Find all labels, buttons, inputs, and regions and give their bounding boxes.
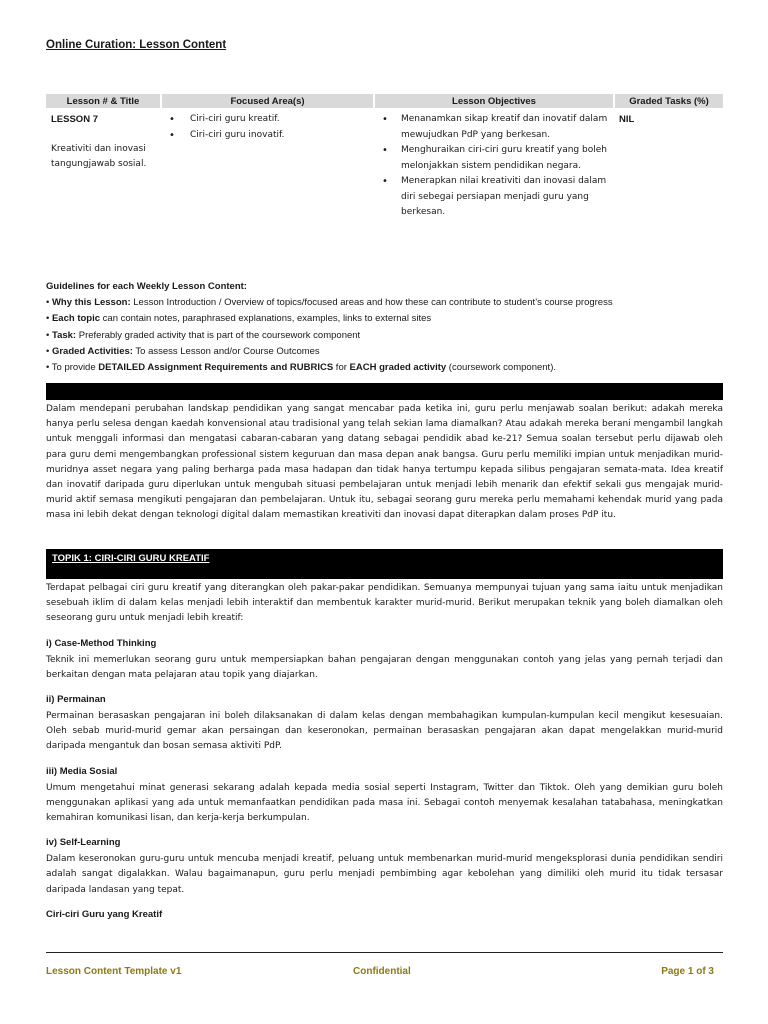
header-graded-tasks: Graded Tasks (%) <box>614 94 723 108</box>
lesson-number: LESSON 7 <box>51 114 98 125</box>
objective-item: • Menghuraikan ciri-ciri guru kreatif yang boleh melonjakkan sistem pendidikan negara. <box>379 143 609 174</box>
lesson-table <box>46 94 723 221</box>
section-paragraph: Permainan berasaskan pengajaran ini boleh dilaksanakan di dalam kelas dengan membahagikan kumpulan-kumpulan kecil mengikut kesesuaian. Oleh sebab murid-murid gemar akan persaingan dan keseronokan, permainan berasaskan pengajaran akan dapat mengelakkan murid-murid daripada mengantuk dan bosan semasa aktiviti PdP. <box>46 711 723 752</box>
document-title: Online Curation: Lesson Content <box>46 39 227 51</box>
section-heading: iii) Media Sosial <box>46 765 118 777</box>
footer-page-number: Page 1 of 3 <box>661 966 714 977</box>
guideline-item: • Each topic can contain notes, paraphrased explanations, examples, links to external sites <box>46 311 723 327</box>
section-paragraph: Umum mengetahui minat generasi sekarang adalah kepada media sosial seperti Instagram, Twitter dan Tiktok. Oleh yang demikian guru boleh menggunakan aplikasi yang ada untuk memanfaatkan pendidikan pada masa ini. Sebagai contoh menyemak kesalahan tatabahasa, meningkatkan kemahiran komunikasi lisan, dan kerja-kerja berkumpulan. <box>46 782 723 824</box>
lesson-title: Kreativiti dan inovasi tangungjawab sosial. <box>51 143 147 169</box>
footer-divider <box>46 952 723 953</box>
guidelines-heading: Guidelines for each Weekly Lesson Content: <box>46 281 247 292</box>
header-focused-areas: Focused Area(s) <box>161 94 374 108</box>
objectives-cell <box>374 108 614 221</box>
focused-area-item: • Ciri-ciri guru kreatif. <box>166 112 369 128</box>
header-lesson-title: Lesson # & Title <box>46 94 161 108</box>
focused-areas-cell <box>161 108 374 221</box>
topic-body <box>46 581 723 924</box>
topic-intro-paragraph: Terdapat pelbagai ciri guru kreatif yang diterangkan oleh pakar-pakar pendidikan. Semuanya mempunyai tujuan yang sama iaitu untuk menjadikan sesebuah iklim di dalam kelas menjadi lebih interaktif dan membentuk karakter murid-murid. Berikut merupakan teknik yang boleh diamalkan oleh seseorang guru untuk menjadi lebih kreatif: <box>46 583 723 624</box>
objective-item: • Menanamkan sikap kreatif dan inovatif dalam mewujudkan PdP yang berkesan. <box>379 112 609 143</box>
focused-area-item: • Ciri-ciri guru inovatif. <box>166 128 369 144</box>
graded-tasks-value: NIL <box>619 114 635 125</box>
footer-template-name: Lesson Content Template v1 <box>46 966 182 977</box>
closing-heading: Ciri-ciri Guru yang Kreatif <box>46 908 163 920</box>
lesson-table-header-row <box>46 94 723 108</box>
objectives-list <box>379 112 609 221</box>
objective-item: • Menerapkan nilai kreativiti dan inovasi dalam diri sebegai persiapan menjadi guru yang berkesan. <box>379 174 609 221</box>
footer-confidential: Confidential <box>353 966 411 977</box>
focused-areas-list <box>166 112 369 143</box>
section-divider-bar <box>46 383 723 400</box>
guideline-item: • Graded Activities: To assess Lesson and/or Course Outcomes <box>46 344 723 360</box>
section-heading: ii) Permainan <box>46 694 106 706</box>
guideline-item: • Why this Lesson: Lesson Introduction / Overview of topics/focused areas and how these can contribute to student’s course progress <box>46 295 723 311</box>
intro-paragraph: Dalam mendepani perubahan landskap pendidikan yang sangat mencabar pada ketika ini, guru perlu menjawab soalan berikut: adakah mereka hanya perlu selesa dengan kaedah konvensional atau tradisional yang telah sekian lama diamalkan? Atau adakah mereka berani mengambil langkah untuk menggali informasi dan mengatasi cabaran-cabaran yang datang sebagai pendidik abad ke-21? Semua soalan tersebut perlu dijawab oleh para guru demi mengembangkan professional sistem keguruan dan masa depan anak bangsa. Guru perlu memiliki impian untuk menjadikan murid-muridnya asset negara yang paling berharga pada masa hadapan dan tidak hanya tertumpu kepada silibus pengajaran semata-mata. Idea kreatif dan inovatif daripada guru diperlukan untuk mengubah situasi pembelajaran untuk menjadi lebih menarik dan efektif sekali gus mengajak murid-murid aktif semasa mengikuti pengajaran dan pembelajaran. Untuk itu, sebagai seorang guru mereka perlu memahami kehendak murid yang pada masa ini lebih dekat dengan teknologi digital dalam memastikan kreativiti dan inovasi dapat diterapkan dalam proses PdP itu. <box>46 404 723 521</box>
section-heading: iv) Self-Learning <box>46 837 121 849</box>
guidelines-block <box>46 279 723 376</box>
header-lesson-objectives: Lesson Objectives <box>374 94 614 108</box>
section-paragraph: Teknik ini memerlukan seorang guru untuk mempersiapkan bahan pengajaran dengan menggunakan contoh yang jelas yang pernah terjadi dan berkaitan dengan mata pelajaran atau topik yang diajarkan. <box>46 654 723 680</box>
section-paragraph: Dalam keseronokan guru-guru untuk mencuba menjadi kreatif, peluang untuk membenarkan murid-murid mengeksplorasi dunia pendidikan sendiri adalah sangat digalakkan. Walau bagaimanapun, guru perlu menjadi pembimbing agar kebolehan yang dimiliki oleh murid itu tidak tersasar daripada landasan yang tepat. <box>46 854 723 895</box>
guideline-item: • Task: Preferably graded activity that is part of the coursework component <box>46 328 723 344</box>
lesson-table-row <box>46 108 723 221</box>
topic-heading-bar <box>46 549 723 579</box>
graded-tasks-cell <box>614 108 723 221</box>
section-heading: i) Case-Method Thinking <box>46 637 157 649</box>
lesson-cell <box>46 108 161 221</box>
guideline-item: • To provide DETAILED Assignment Requirements and RUBRICS for EACH graded activity (coursework component). <box>46 360 723 376</box>
topic-heading: TOPIK 1: CIRI-CIRI GURU KREATIF <box>52 553 210 564</box>
